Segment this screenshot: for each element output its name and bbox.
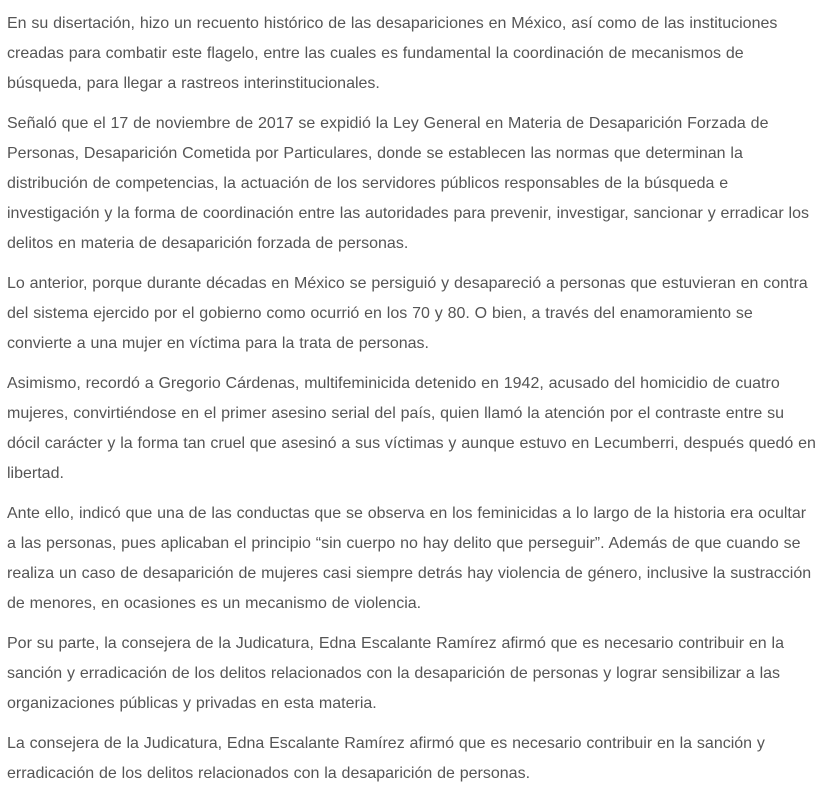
article-paragraph: En su disertación, hizo un recuento histórico de las desapariciones en México, así como de las instituciones creadas para combatir este flagelo, entre las cuales es fundamental la coordinación de mecanismos de búsqueda, para llegar a rastreos interinstitucionales. [7, 15, 778, 92]
article-paragraph: Lo anterior, porque durante décadas en México se persiguió y desapareció a personas que estuvieran en contra del sistema ejercido por el gobierno como ocurrió en los 70 y 80. O bien, a través del enamoramiento se convierte a una mujer en víctima para la trata de personas. [7, 275, 808, 352]
article-paragraph: Señaló que el 17 de noviembre de 2017 se expidió la Ley General en Materia de Desaparición Forzada de Personas, Desaparición Cometida por Particulares, donde se establecen las normas que determinan la distribución de competencias, la actuación de los servidores públicos responsables de la búsqueda e investigación y la forma de coordinación entre las autoridades para prevenir, investigar, sancionar y erradicar los delitos en materia de desaparición forzada de personas. [7, 115, 809, 252]
article-paragraph: Asimismo, recordó a Gregorio Cárdenas, multifeminicida detenido en 1942, acusado del homicidio de cuatro mujeres, convirtiéndose en el primer asesino serial del país, quien llamó la atención por el contraste entre su dócil carácter y la forma tan cruel que asesinó a sus víctimas y aunque estuvo en Lecumberri, después quedó en libertad. [7, 375, 816, 482]
article-paragraph: Ante ello, indicó que una de las conductas que se observa en los feminicidas a lo largo de la historia era ocultar a las personas, pues aplicaban el principio “sin cuerpo no hay delito que perseguir”. Además de que cuando se realiza un caso de desaparición de mujeres casi siempre detrás hay violencia de género, inclusive la sustracción de menores, en ocasiones es un mecanismo de violencia. [7, 505, 812, 612]
article-paragraph: Por su parte, la consejera de la Judicatura, Edna Escalante Ramírez afirmó que es necesario contribuir en la sanción y erradicación de los delitos relacionados con la desaparición de personas y lograr sensibilizar a las organizaciones públicas y privadas en esta materia. [7, 635, 784, 712]
article-paragraph: La consejera de la Judicatura, Edna Escalante Ramírez afirmó que es necesario contribuir en la sanción y erradicación de los delitos relacionados con la desaparición de personas. [7, 735, 765, 782]
